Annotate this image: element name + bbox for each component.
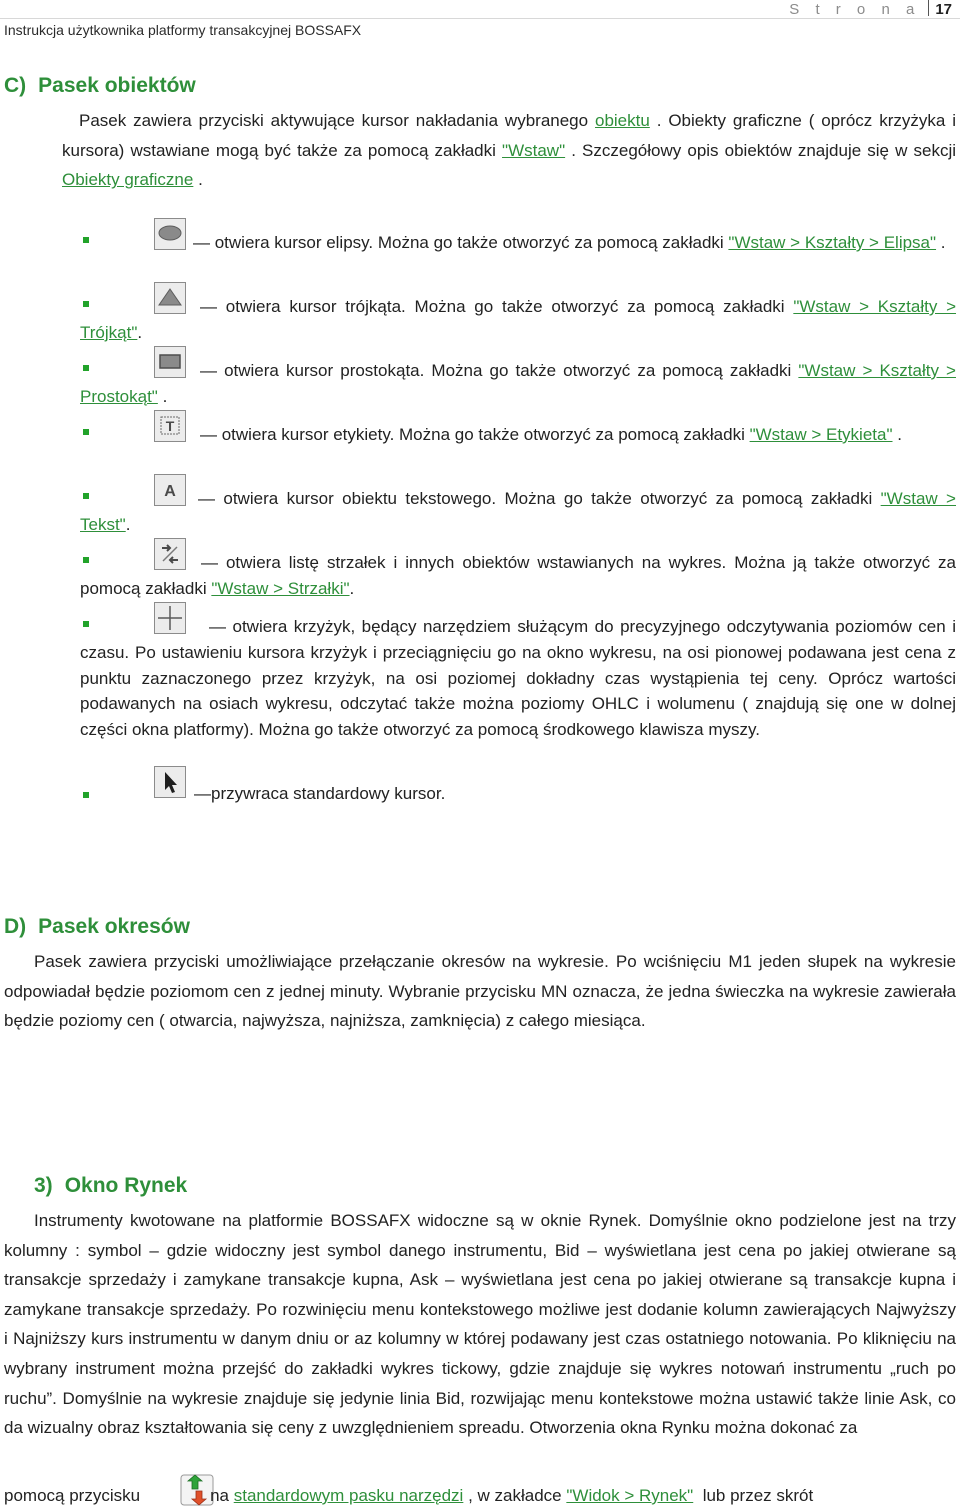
list-item-arrows <box>80 550 956 601</box>
item-text: — otwiera kursor obiektu tekstowego. Można go także otworzyć za pomocą zakładki <box>198 489 881 508</box>
page-number <box>789 0 952 18</box>
item-tail: . <box>349 578 355 598</box>
section-d-body: Pasek zawiera przyciski umożliwiające przełączanie okresów na wykresie. Po wciśnięciu M1 jeden słupek na wykresie odpowiadał będzie poziomom cen z jednej minuty. Wybranie przycisku MN oznacza, że jedna świeczka na wykresie zawierała będzie poziomy cen ( otwarcia, najwyższa, najniższa, zamknięcia) z całego miesiąca. <box>4 952 956 1031</box>
link-wstaw-strzalki[interactable]: "Wstaw > Strzałki" <box>211 578 350 598</box>
item-text: — otwiera krzyżyk, będący narzędziem służącym do precyzyjnego odczytywania poziomów cen i czasu. Po ustawieniu kursora krzyżyk i przeciągnięciu go na okno wykresu, na osi pionowej podawana jest cena z punktu zaznaczonego przez krzyżyk, na osi poziomej dokładny czas wystąpienia tej ceny. Oprócz wartości podawanych na osiach wykresu, odczytać także można poziomy OHLC i wolumenu ( znajdują się one w dolnej części okna platformy). Można go także otworzyć za pomocą środkowego klawisza myszy. <box>80 617 956 740</box>
last-text-4: lub przez skrót <box>702 1486 814 1505</box>
page-number-value: 17 <box>935 1 952 18</box>
section-3-letter: 3) <box>34 1174 53 1197</box>
item-tail: . <box>125 514 131 534</box>
section-c-letter: C) <box>4 74 27 97</box>
link-standard-toolbar[interactable]: standardowym pasku narzędzi <box>233 1486 464 1505</box>
item-tail: . <box>892 425 902 444</box>
item-text: — otwiera kursor prostokąta. Można go także otworzyć za pomocą zakładki <box>200 361 799 380</box>
list-item-text-object <box>80 486 956 537</box>
section-d-title: Pasek okresów <box>38 915 190 938</box>
section-c-title: Pasek obiektów <box>38 74 196 97</box>
intro-text-2: . Obiekty graficzne ( oprócz krzyżyka i kursora) wstawiane mogą być także za pomocą zakładki <box>62 111 956 160</box>
link-widok-rynek[interactable]: "Widok > Rynek" <box>566 1486 694 1505</box>
link-wstaw[interactable]: "Wstaw" <box>502 140 566 160</box>
svg-text:A: A <box>164 483 176 500</box>
item-text: —przywraca standardowy kursor. <box>194 784 446 803</box>
item-text: — otwiera kursor elipsy. Można go także otworzyć za pomocą zakładki <box>193 233 729 252</box>
list-item-label <box>80 422 956 448</box>
section-d-heading <box>4 915 190 939</box>
link-wstaw-ksztalty-trojkat[interactable]: "Wstaw > Kształty > Trójkąt" <box>80 297 957 342</box>
item-text: — otwiera listę strzałek i innych obiektów wstawianych na wykres. Można ją także otworzyć za pomocą zakładki <box>80 553 956 598</box>
intro-text-4: . <box>193 170 203 190</box>
intro-text-3: . Szczegółowy opis obiektów znajduje się w sekcji <box>565 140 957 160</box>
item-tail: . <box>157 386 168 406</box>
document-title: Instrukcja użytkownika platformy transakcyjnej BOSSAFX <box>4 22 362 38</box>
link-wstaw-ksztalty-elipsa[interactable]: "Wstaw > Kształty > Elipsa" <box>728 233 937 252</box>
page-label: S t r o n a <box>789 1 921 18</box>
list-item-triangle <box>80 294 956 345</box>
last-text-3: , w zakładce <box>468 1486 562 1505</box>
link-wstaw-ksztalty-prostokat[interactable]: "Wstaw > Kształty > Prostokąt" <box>80 361 956 406</box>
item-tail: . <box>137 322 143 342</box>
list-item-ellipse <box>80 230 956 256</box>
item-tail: . <box>936 233 946 252</box>
item-text: — otwiera kursor trójkąta. Można go także otworzyć za pomocą zakładki <box>200 297 794 316</box>
page-divider <box>928 0 929 16</box>
list-item-cursor <box>80 781 956 807</box>
section-3-body: Instrumenty kwotowane na platformie BOSSAFX widoczne są w oknie Rynek. Domyślnie okno podzielone jest na trzy kolumny : symbol – gdzie widoczny jest symbol danego instrumentu, Bid – wyświetlana jest cena po jakiej otwierane są transakcje sprzedaży i zamykane transakcje kupna, Ask – wyświetlana jest cena po jakiej otwierane są transakcje kupna i zamykane transakcje sprzedaży. Po rozwinięciu menu kontekstowego możliwe jest dodanie kolumn zawierających Najwyższy i Najniższy kurs instrumentu w danym dniu or az kolumny w której podawany jest czas ostatniego notowania. Po kliknięciu na wybrany instrument można przejść do zakładki wykres tickowy, gdzie znajduje się wykres notowań instrumentu „ruch po ruchu”. Domyślnie na wykresie znajduje się jedynie linia Bid, rozwijając menu kontekstowe można ustawić także linie Ask, co da wizualny obraz kształtowania się ceny z uwzględnieniem spreadu. Otworzenia okna Rynku można dokonać za <box>4 1211 956 1438</box>
intro-text-1: Pasek zawiera przyciski aktywujące kursor nakładania wybranego <box>79 111 595 130</box>
svg-text:T: T <box>165 418 175 434</box>
link-obiektu[interactable]: obiektu <box>594 111 650 130</box>
list-item-crosshair <box>80 614 956 743</box>
item-text: — otwiera kursor etykiety. Można go także otworzyć za pomocą zakładki <box>200 425 750 444</box>
last-text-2: na <box>210 1486 229 1505</box>
section-c-heading <box>4 74 196 98</box>
link-wstaw-etykieta[interactable]: "Wstaw > Etykieta" <box>749 425 893 444</box>
header-rule <box>0 18 960 19</box>
section-3-title: Okno Rynek <box>64 1174 188 1197</box>
section-c-intro <box>62 106 956 195</box>
link-wstaw-tekst[interactable]: "Wstaw > Tekst" <box>80 489 956 534</box>
section-3-last-line <box>4 1486 956 1506</box>
section-3-heading <box>34 1174 187 1198</box>
section-d-letter: D) <box>4 915 27 938</box>
link-obiekty-graficzne[interactable]: Obiekty graficzne <box>62 170 194 190</box>
last-text-1: pomocą przycisku <box>4 1486 141 1505</box>
list-item-rectangle <box>80 358 956 409</box>
